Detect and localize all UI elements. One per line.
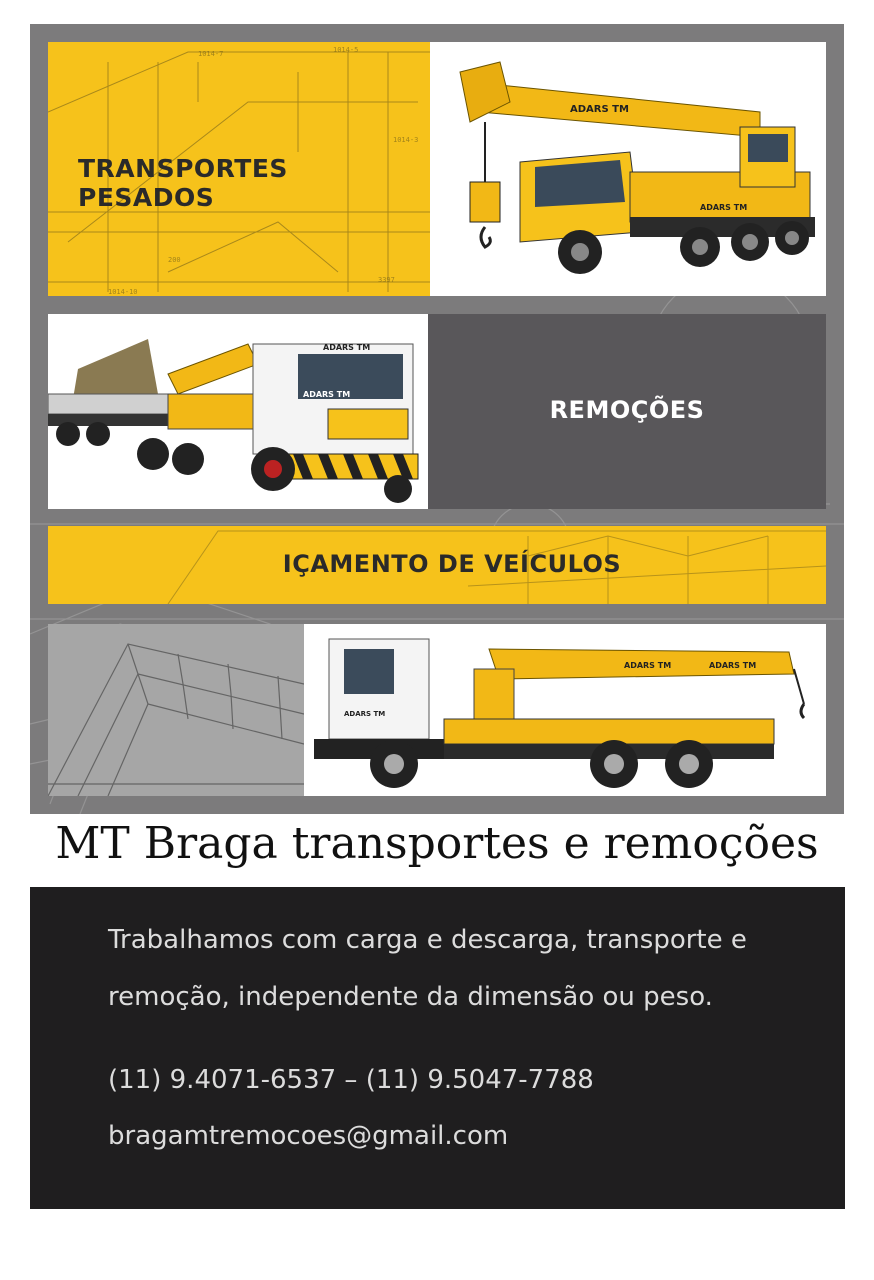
removal-truck-photo — [48, 314, 428, 509]
svg-text:ADARS TM: ADARS TM — [344, 710, 386, 718]
removal-truck-illustration — [48, 314, 428, 509]
svg-text:ADARS TM: ADARS TM — [570, 104, 629, 115]
svg-text:1014-7: 1014-7 — [198, 50, 224, 58]
description-line-1: Trabalhamos com carga e descarga, transporte e — [108, 925, 747, 955]
truss-panel — [48, 624, 304, 796]
svg-text:ADARS TM: ADARS TM — [700, 203, 748, 212]
svg-text:200: 200 — [168, 256, 181, 264]
removals-label: REMOÇÕES — [549, 396, 705, 424]
removals-panel — [428, 314, 826, 509]
truss-structure — [48, 624, 304, 796]
email-address[interactable]: bragamtremocoes@gmail.com — [108, 1121, 509, 1151]
description-line-2: remoção, independente da dimensão ou peso. — [108, 982, 713, 1012]
crane-truck-illustration — [430, 42, 826, 296]
vehicle-lifting-panel — [48, 526, 826, 604]
vehicle-lifting-label: IÇAMENTO DE VEÍCULOS — [282, 550, 622, 578]
svg-text:ADARS TM: ADARS TM — [303, 390, 351, 399]
crane-truck-photo — [430, 42, 826, 296]
heavy-transport-label: TRANSPORTES PESADOS — [78, 154, 288, 212]
poster — [30, 24, 844, 814]
svg-text:1014-3: 1014-3 — [393, 136, 419, 144]
phone-numbers[interactable]: (11) 9.4071-6537 – (11) 9.5047-7788 — [108, 1065, 594, 1095]
svg-text:3397: 3397 — [378, 276, 395, 284]
info-box — [30, 887, 845, 1209]
company-title: MT Braga transportes e remoções — [55, 818, 819, 869]
lifting-truck-illustration — [304, 624, 826, 796]
svg-text:ADARS TM: ADARS TM — [624, 661, 672, 670]
heavy-transport-panel — [48, 42, 430, 296]
lifting-truck-photo — [304, 624, 826, 796]
svg-text:ADARS TM: ADARS TM — [323, 343, 371, 352]
svg-text:ADARS TM: ADARS TM — [709, 661, 757, 670]
svg-text:1014-10: 1014-10 — [108, 288, 138, 296]
svg-text:1014-5: 1014-5 — [333, 46, 359, 54]
